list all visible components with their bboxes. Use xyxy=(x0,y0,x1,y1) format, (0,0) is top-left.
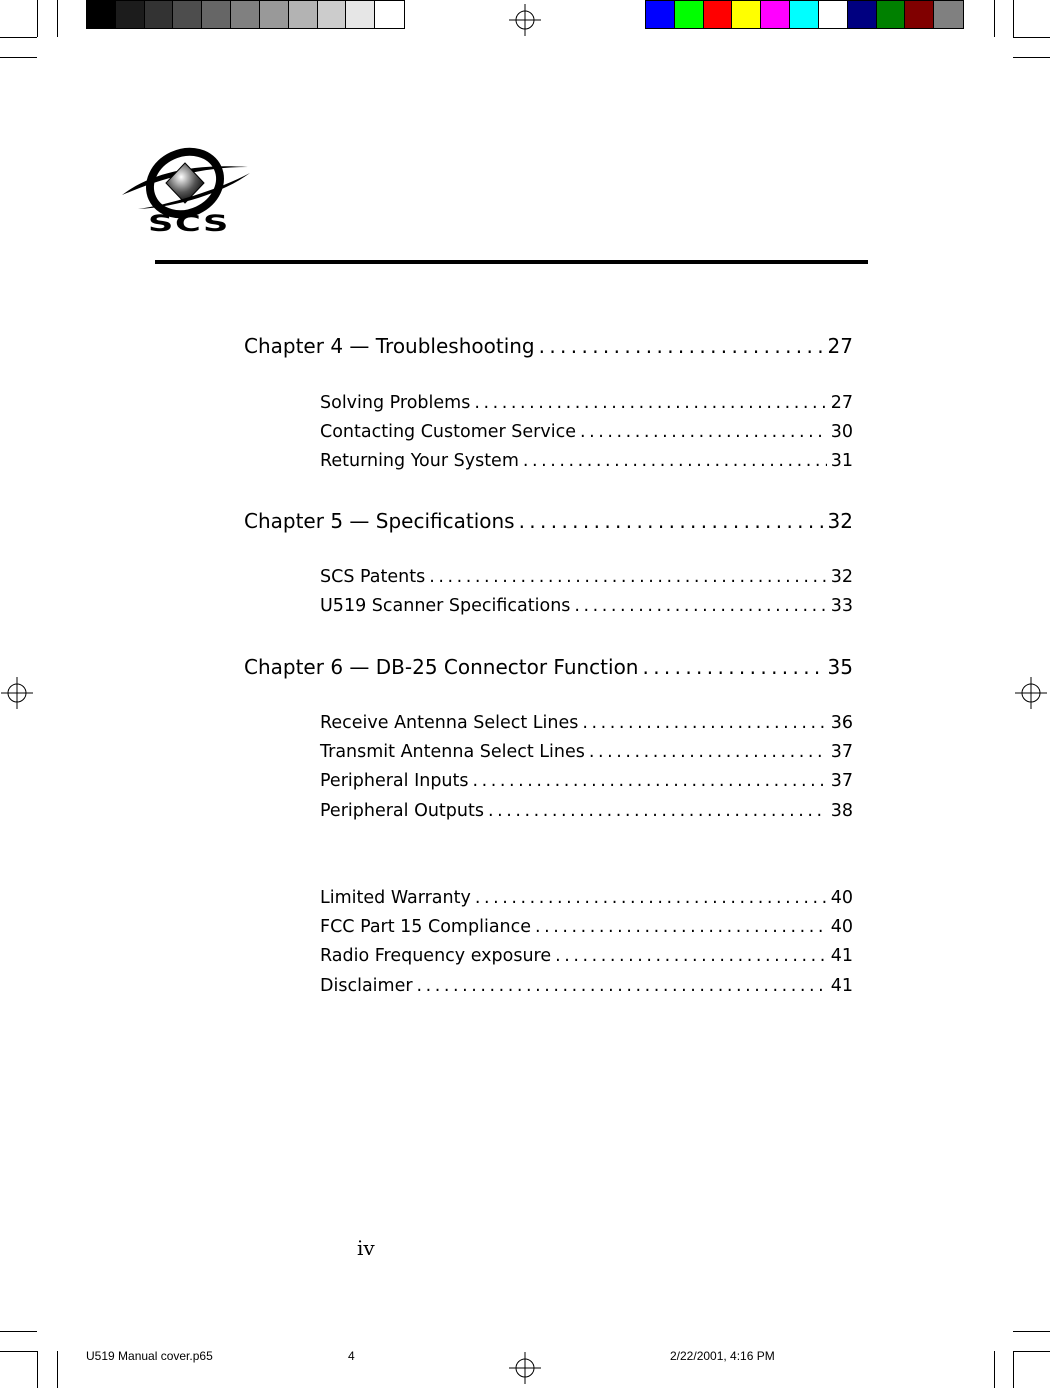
color-swatch xyxy=(646,1,675,28)
toc-title: Receive Antenna Select Lines xyxy=(320,713,579,733)
toc-title: Disclaimer xyxy=(320,976,413,996)
toc-chapter-4[interactable] xyxy=(244,334,853,358)
header-rule xyxy=(155,260,868,264)
toc-title: Radio Frequency exposure xyxy=(320,946,552,966)
toc-entry[interactable] xyxy=(320,976,853,996)
toc-title: Peripheral Outputs xyxy=(320,801,484,821)
toc-leader xyxy=(523,451,827,471)
crop-mark xyxy=(1013,37,1050,38)
toc-leader xyxy=(589,742,827,762)
toc-page: 27 xyxy=(830,393,853,413)
toc-leader xyxy=(642,655,823,679)
toc-entry[interactable] xyxy=(320,771,853,791)
toc-title: FCC Part 15 Compliance xyxy=(320,917,532,937)
color-swatch xyxy=(173,1,202,28)
crop-mark xyxy=(37,1351,38,1388)
toc-page: 32 xyxy=(830,567,853,587)
toc-entry[interactable] xyxy=(320,567,853,587)
crop-mark xyxy=(0,57,37,58)
color-swatch xyxy=(318,1,347,28)
toc-page: 27 xyxy=(827,334,853,358)
toc-leader xyxy=(429,567,827,587)
crop-mark xyxy=(994,1351,995,1388)
crop-mark xyxy=(57,0,58,37)
toc-page: 36 xyxy=(830,713,853,733)
crop-mark xyxy=(1013,1331,1050,1332)
toc-entry[interactable] xyxy=(320,801,853,821)
toc-leader xyxy=(535,917,827,937)
color-swatch xyxy=(289,1,318,28)
toc-chapter-5[interactable] xyxy=(244,509,853,533)
toc-leader xyxy=(475,888,827,908)
footer-filename: U519 Manual cover.p65 xyxy=(86,1349,213,1363)
toc-title: Chapter 4 — Troubleshooting xyxy=(244,334,535,358)
registration-mark-icon xyxy=(509,1352,541,1384)
toc-title: Peripheral Inputs xyxy=(320,771,469,791)
logo-text: SCS xyxy=(148,212,230,237)
toc-leader xyxy=(582,713,826,733)
toc-leader xyxy=(488,801,827,821)
color-swatch xyxy=(145,1,174,28)
color-bar xyxy=(645,0,964,29)
toc-leader xyxy=(474,393,826,413)
toc-page: 38 xyxy=(830,801,853,821)
toc-title: Limited Warranty xyxy=(320,888,471,908)
color-swatch xyxy=(732,1,761,28)
toc-page: 37 xyxy=(830,742,853,762)
footer-page: 4 xyxy=(348,1349,355,1363)
toc-entry[interactable] xyxy=(320,742,853,762)
page-number: iv xyxy=(357,1236,375,1260)
crop-mark xyxy=(57,1351,58,1388)
toc-page: 33 xyxy=(830,596,853,616)
toc-page: 32 xyxy=(827,509,853,533)
color-swatch xyxy=(260,1,289,28)
toc-entry[interactable] xyxy=(320,393,853,413)
color-swatch xyxy=(819,1,848,28)
grayscale-bar xyxy=(86,0,405,29)
crop-mark xyxy=(1013,1351,1050,1352)
toc-entry[interactable] xyxy=(320,888,853,908)
registration-mark-icon xyxy=(1,677,33,709)
toc-leader xyxy=(539,334,824,358)
toc-entry[interactable] xyxy=(320,422,853,442)
toc-leader xyxy=(519,509,824,533)
color-swatch xyxy=(848,1,877,28)
color-swatch xyxy=(877,1,906,28)
toc-entry[interactable] xyxy=(320,917,853,937)
color-swatch xyxy=(231,1,260,28)
toc-page: 41 xyxy=(830,946,853,966)
crop-mark xyxy=(1013,1351,1014,1388)
toc-title: SCS Patents xyxy=(320,567,426,587)
toc-entry[interactable] xyxy=(320,713,853,733)
toc-leader xyxy=(574,596,826,616)
toc-leader xyxy=(555,946,827,966)
registration-mark-icon xyxy=(1015,677,1047,709)
toc-title: Chapter 6 — DB-25 Connector Function xyxy=(244,655,639,679)
color-swatch xyxy=(346,1,375,28)
crop-mark xyxy=(1013,57,1050,58)
toc-title: U519 Scanner Specifications xyxy=(320,596,571,616)
toc-title: Transmit Antenna Select Lines xyxy=(320,742,585,762)
crop-mark xyxy=(0,37,37,38)
crop-mark xyxy=(0,1351,37,1352)
color-swatch xyxy=(675,1,704,28)
crop-mark xyxy=(37,0,38,37)
toc-entry[interactable] xyxy=(320,451,853,471)
toc-page: 40 xyxy=(830,917,853,937)
toc-chapter-6[interactable] xyxy=(244,655,853,679)
toc-leader xyxy=(417,976,827,996)
registration-mark-icon xyxy=(509,4,541,36)
crop-mark xyxy=(994,0,995,37)
footer-timestamp: 2/22/2001, 4:16 PM xyxy=(670,1349,775,1363)
toc-entry[interactable] xyxy=(320,946,853,966)
color-swatch xyxy=(761,1,790,28)
toc-title: Solving Problems xyxy=(320,393,471,413)
toc-page: 40 xyxy=(830,888,853,908)
crop-mark xyxy=(0,1331,37,1332)
color-swatch xyxy=(116,1,145,28)
toc-title: Contacting Customer Service xyxy=(320,422,576,442)
color-swatch xyxy=(934,1,963,28)
color-swatch xyxy=(790,1,819,28)
color-swatch xyxy=(704,1,733,28)
color-swatch xyxy=(202,1,231,28)
toc-page: 37 xyxy=(830,771,853,791)
toc-page: 41 xyxy=(830,976,853,996)
color-swatch xyxy=(375,1,404,28)
toc-title: Chapter 5 — Specifications xyxy=(244,509,515,533)
toc-leader xyxy=(473,771,827,791)
toc-title: Returning Your System xyxy=(320,451,519,471)
toc-leader xyxy=(580,422,827,442)
crop-mark xyxy=(1013,0,1014,37)
color-swatch xyxy=(87,1,116,28)
toc-page: 35 xyxy=(827,655,853,679)
toc-page: 31 xyxy=(830,451,853,471)
toc-page: 30 xyxy=(830,422,853,442)
color-swatch xyxy=(905,1,934,28)
toc-entry[interactable] xyxy=(320,596,853,616)
